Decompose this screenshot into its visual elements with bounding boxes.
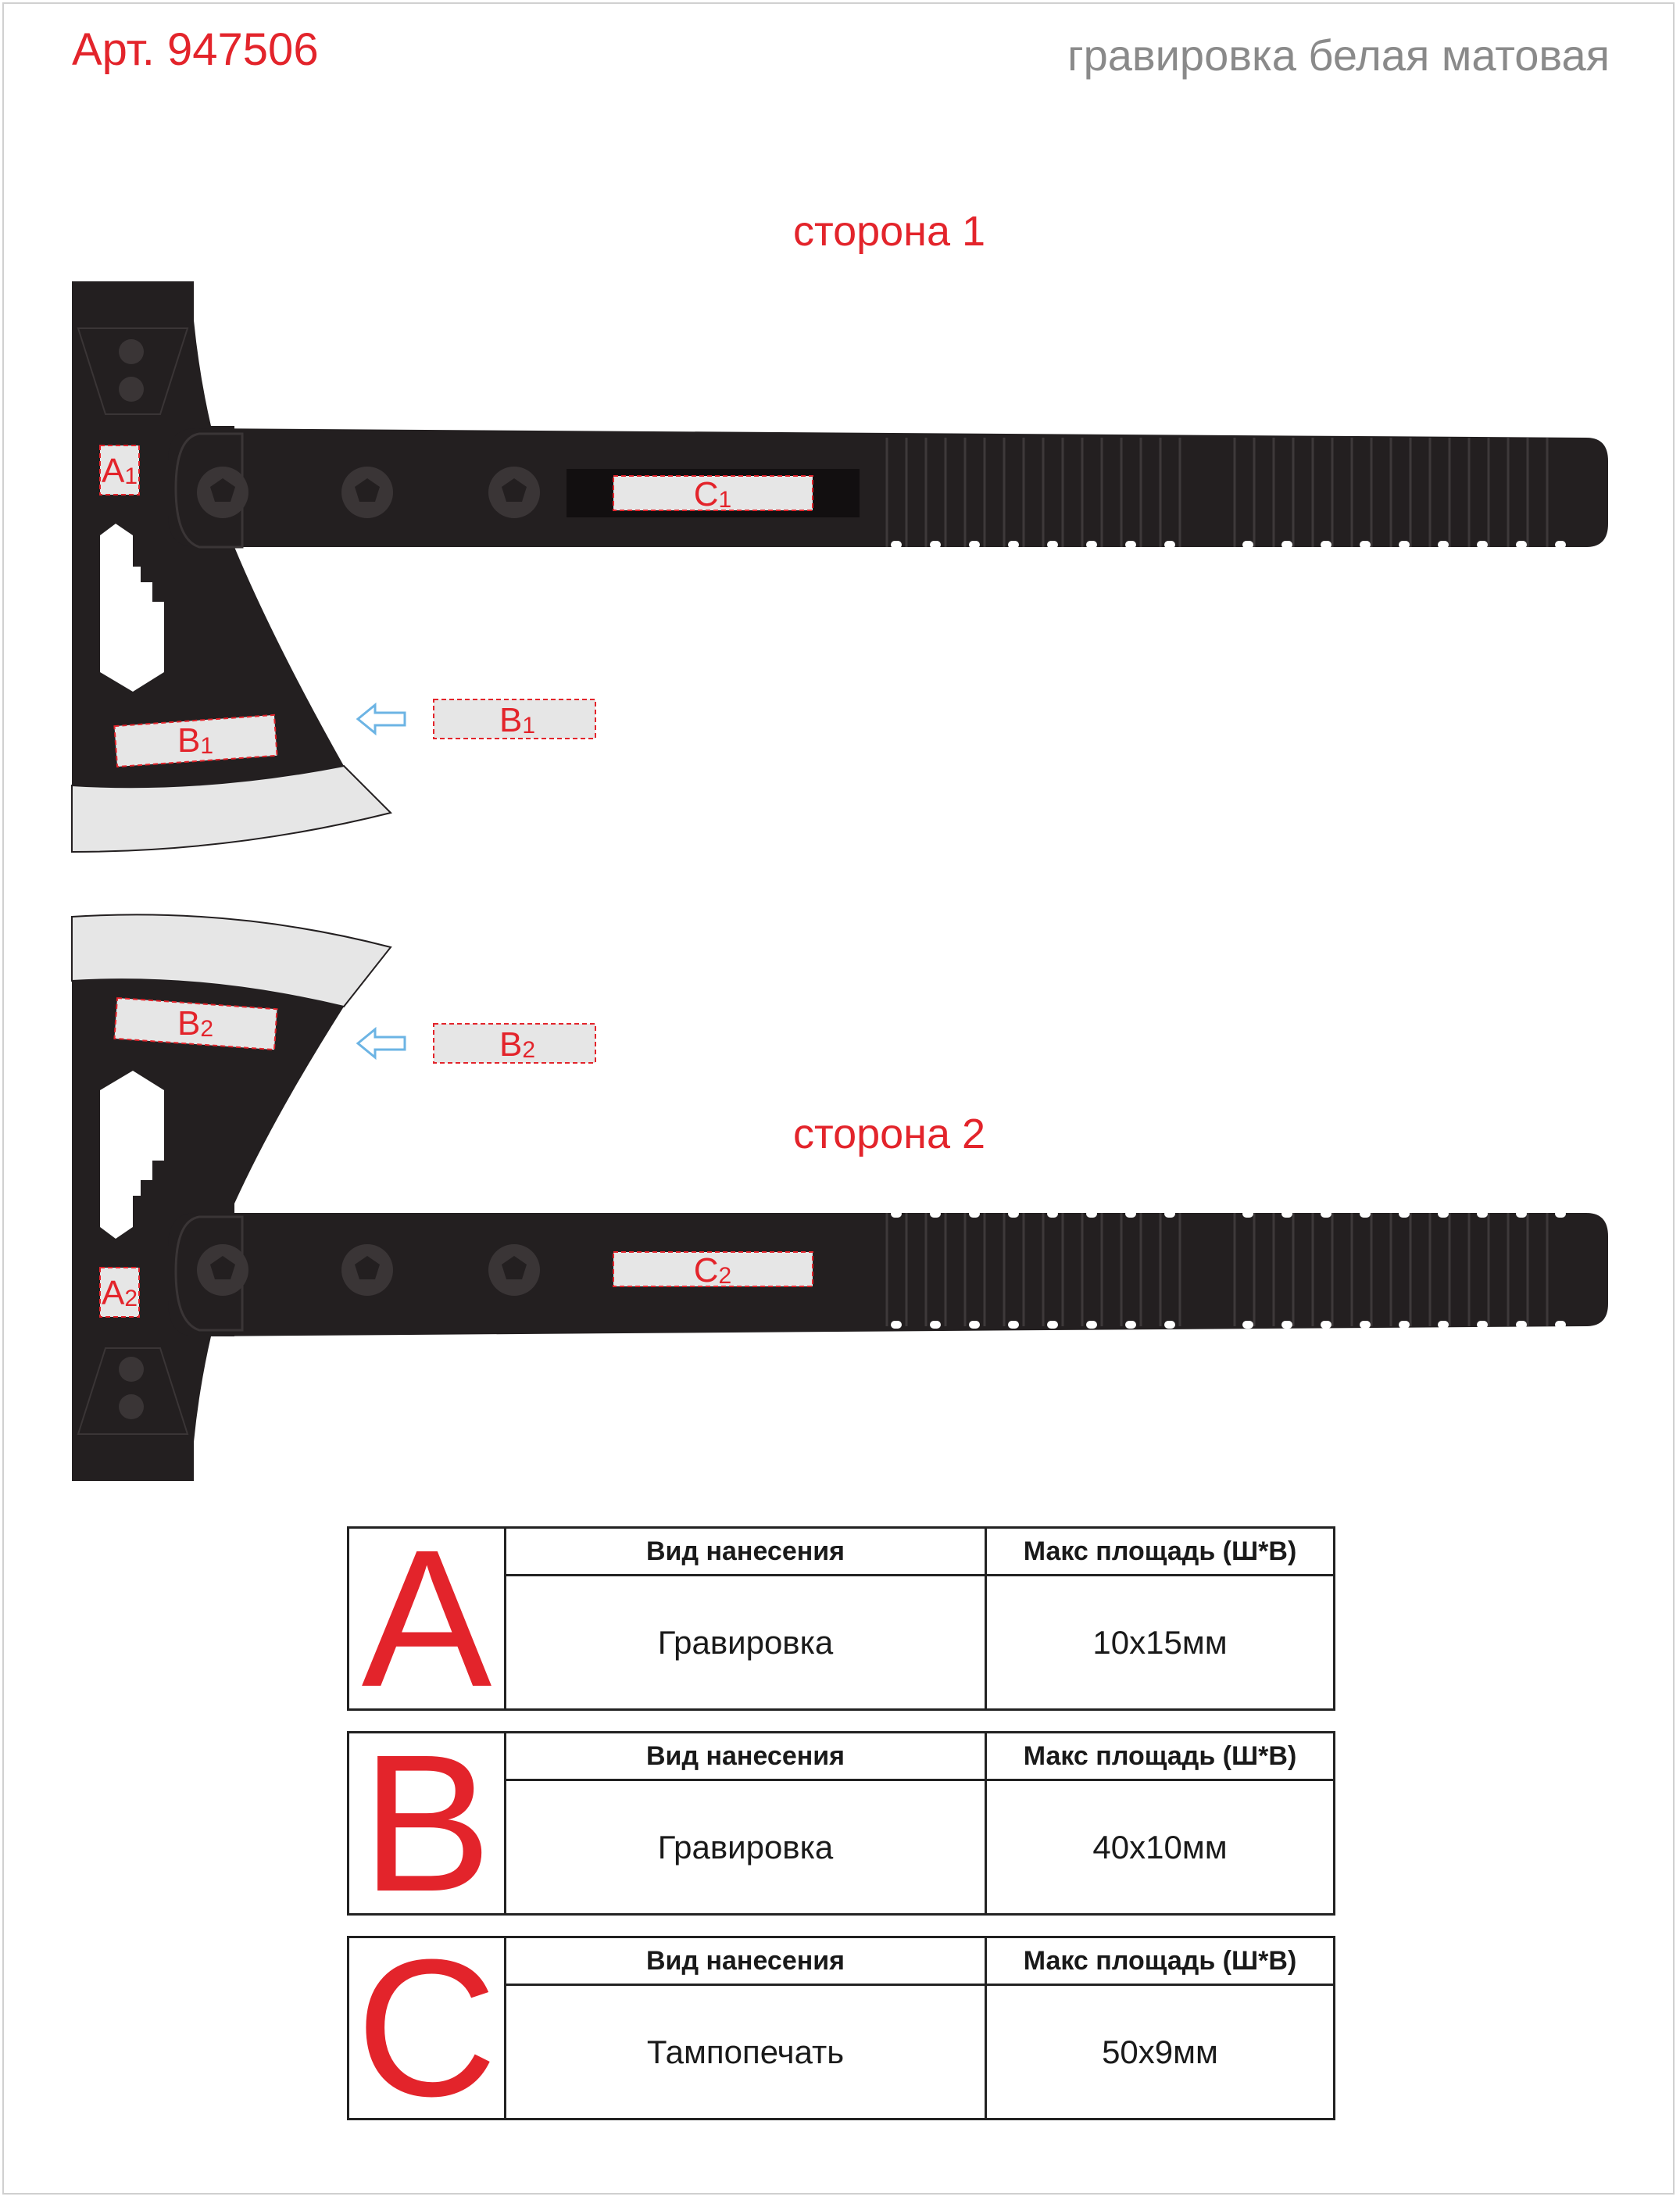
spec-letter: A [349, 1529, 506, 1708]
method-value: Тампопечать [506, 1986, 987, 2118]
header-area: Макс площадь (Ш*В) [1023, 1740, 1297, 1771]
article-number: Арт. 947506 [72, 24, 319, 75]
header-method: Вид нанесения [506, 1938, 987, 1984]
method-value: Гравировка [506, 1781, 987, 1913]
zone-c1-label: $C_1$ [693, 475, 732, 513]
side-1-title: сторона 1 [792, 208, 986, 255]
rivet-icon [119, 377, 144, 402]
rivet-icon [119, 339, 144, 364]
zone-a2-label: $A_2$ [101, 1274, 138, 1312]
header-area: Макс площадь (Ш*В) [1023, 1945, 1297, 1976]
rivet-icon [119, 1357, 144, 1382]
area-value: 10x15мм [1092, 1623, 1228, 1661]
zone-c2-label: $C_2$ [693, 1251, 732, 1290]
side-2-title: сторона 2 [792, 1111, 986, 1157]
header-area: Макс площадь (Ш*В) [1023, 1536, 1297, 1566]
method-value: Гравировка [506, 1576, 987, 1708]
spec-table-b [347, 1714, 1335, 1932]
header-method: Вид нанесения [506, 1733, 987, 1779]
axe-side-2-drawing [0, 883, 1680, 1508]
callout-b1-label: $B_1$ [499, 701, 536, 739]
arrow-left-icon [358, 1029, 405, 1057]
arrow-left-icon [358, 705, 405, 733]
axe-butt-cap [72, 281, 194, 324]
axe-side-1-drawing [0, 0, 1680, 883]
zone-b2-label: $B_2$ [177, 1004, 214, 1043]
spec-letter: C [349, 1938, 506, 2118]
area-value: 50x9мм [1102, 2033, 1218, 2070]
header-method: Вид нанесения [506, 1529, 987, 1574]
zone-b1-label: $B_1$ [177, 721, 214, 760]
spec-table-c [347, 1919, 1335, 2137]
spec-letter: B [349, 1733, 506, 1913]
spec-table-a [347, 1509, 1335, 1727]
zone-a1-label: $A_1$ [101, 452, 138, 490]
application-method-title: гравировка белая матовая [1067, 30, 1610, 80]
callout-b2-label: $B_2$ [499, 1025, 536, 1064]
rivet-icon [119, 1394, 144, 1419]
area-value: 40x10мм [1092, 1828, 1228, 1866]
